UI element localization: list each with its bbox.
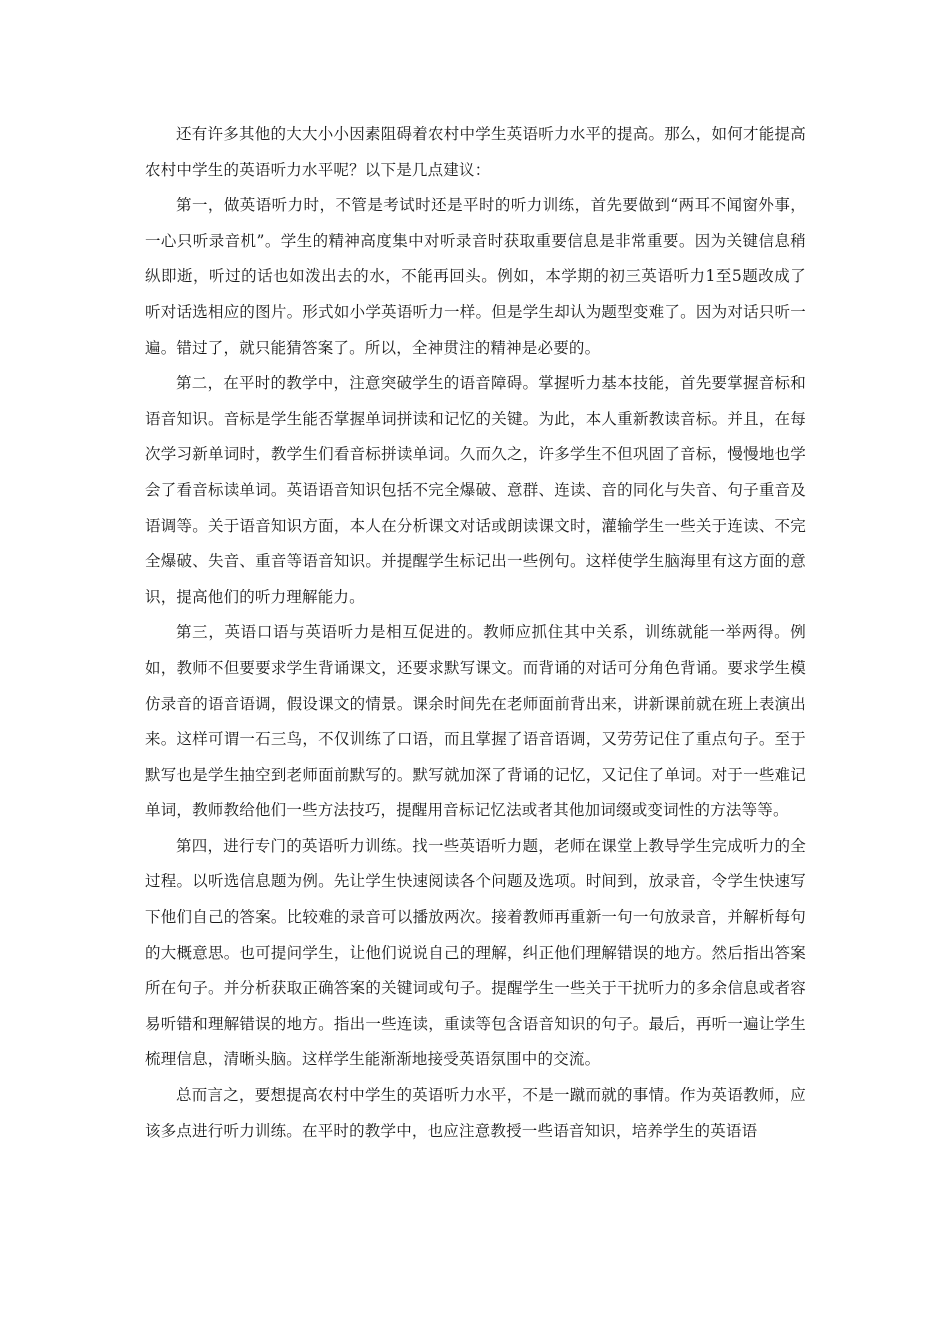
paragraph-conclusion: 总而言之，要想提高农村中学生的英语听力水平，不是一蹴而就的事情。作为英语教师，应该多点进行听力训练。在平时的教学中，也应注意教授一些语音知识，培养学生的英语语 [145,1086,806,1140]
paragraph-second-suggestion: 第二，在平时的教学中，注意突破学生的语音障碍。掌握听力基本技能，首先要掌握音标和语音知识。音标是学生能否掌握单词拼读和记忆的关键。为此，本人重新教读音标。并且，在每次学习新单词时，教学生们看音标拼读单词。久而久之，许多学生不但巩固了音标，慢慢地也学会了看音标读单词。英语语音知识包括不完全爆破、意群、连读、音的同化与失音、句子重音及语调等。关于语音知识方面，本人在分析课文对话或朗读课文时，灌输学生一些关于连读、不完全爆破、失音、重音等语音知识。并提醒学生标记出一些例句。这样使学生脑海里有这方面的意识，提高他们的听力理解能力。 [145,374,806,606]
paragraph-first-suggestion: 第一，做英语听力时，不管是考试时还是平时的听力训练，首先要做到“两耳不闻窗外事，一心只听录音机”。学生的精神高度集中对听录音时获取重要信息是非常重要。因为关键信息稍纵即逝，听过的话也如泼出去的水，不能再回头。例如，本学期的初三英语听力1至5题改成了听对话选相应的图片。形式如小学英语听力一样。但是学生却认为题型变难了。因为对话只听一遍。错过了，就只能猜答案了。所以，全神贯注的精神是必要的。 [145,196,806,357]
paragraph-intro: 还有许多其他的大大小小因素阻碍着农村中学生英语听力水平的提高。那么，如何才能提高农村中学生的英语听力水平呢？以下是几点建议： [145,125,806,179]
paragraph-fourth-suggestion: 第四，进行专门的英语听力训练。找一些英语听力题，老师在课堂上教导学生完成听力的全过程。以听选信息题为例。先让学生快速阅读各个问题及选项。时间到，放录音，令学生快速写下他们自己的答案。比较难的录音可以播放两次。接着教师再重新一句一句放录音，并解析每句的大概意思。也可提问学生，让他们说说自己的理解，纠正他们理解错误的地方。然后指出答案所在句子。并分析获取正确答案的关键词或句子。提醒学生一些关于干扰听力的多余信息或者容易听错和理解错误的地方。指出一些连读，重读等包含语音知识的句子。最后，再听一遍让学生梳理信息，清晰头脑。这样学生能渐渐地接受英语氛围中的交流。 [145,836,806,1069]
paragraph-third-suggestion: 第三，英语口语与英语听力是相互促进的。教师应抓住其中关系，训练就能一举两得。例如，教师不但要要求学生背诵课文，还要求默写课文。而背诵的对话可分角色背诵。要求学生模仿录音的语音语调，假设课文的情景。课余时间先在老师面前背出来，讲新课前就在班上表演出来。这样可谓一石三鸟，不仅训练了口语，而且掌握了语音语调，又劳劳记住了重点句子。至于默写也是学生抽空到老师面前默写的。默写就加深了背诵的记忆，又记住了单词。对于一些难记单词，教师教给他们一些方法技巧，提醒用音标记忆法或者其他加词缀或变词性的方法等等。 [145,623,806,820]
document-body [145,117,806,1149]
